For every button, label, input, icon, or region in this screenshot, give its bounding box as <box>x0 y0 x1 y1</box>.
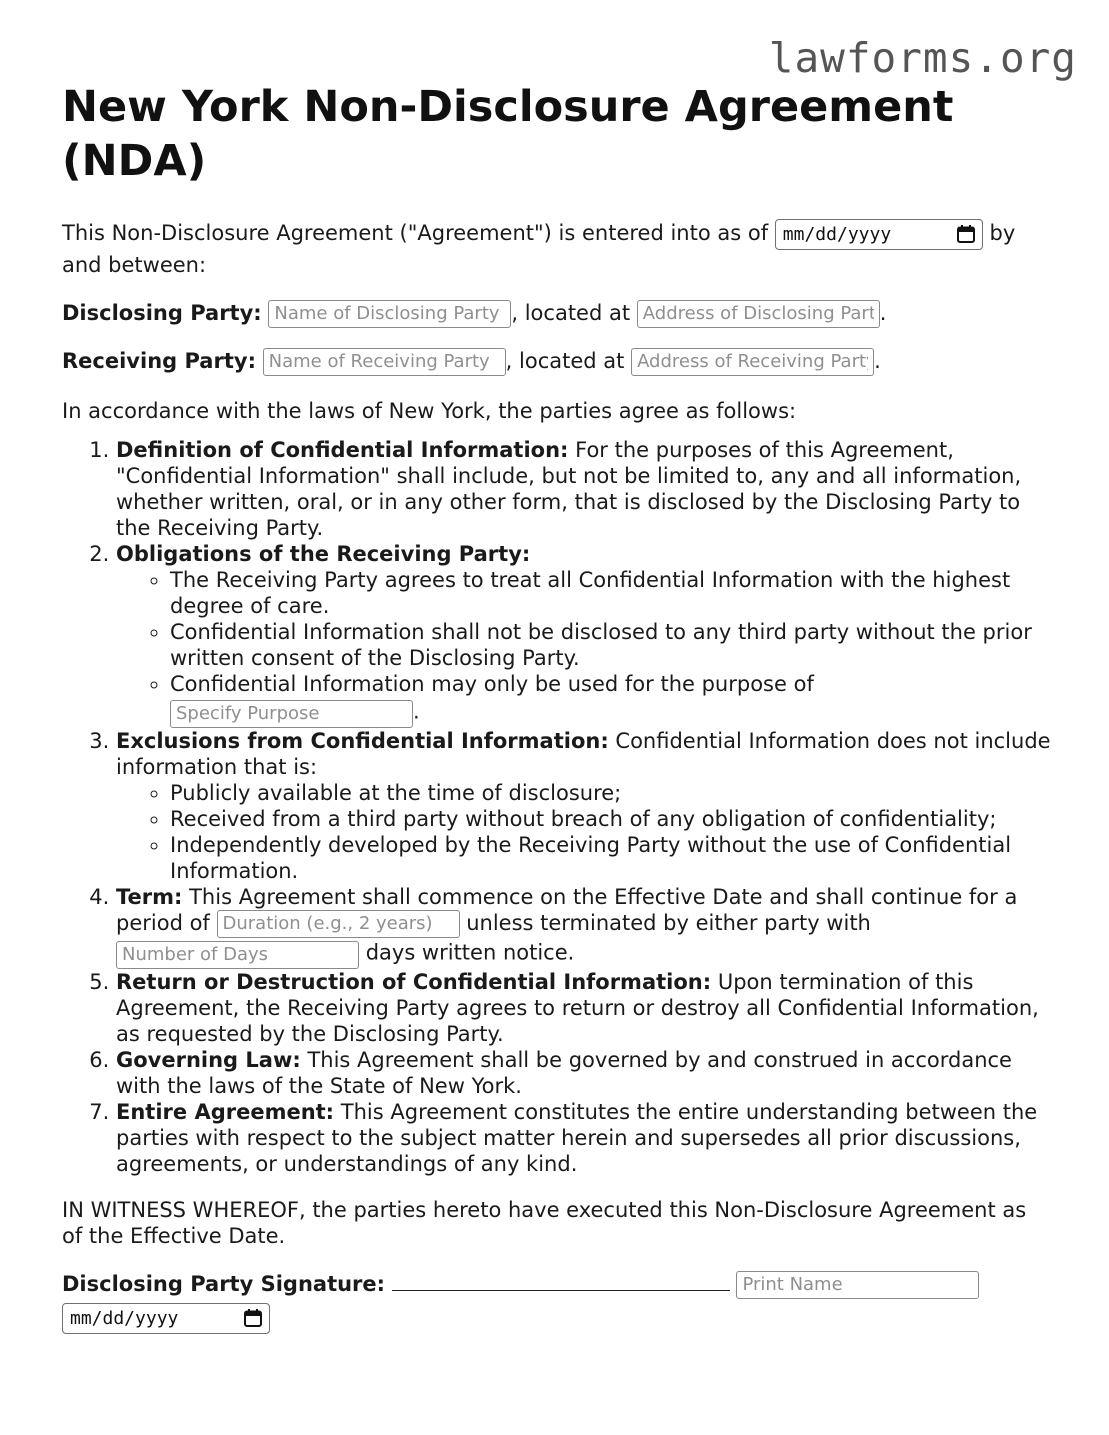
term-obligations <box>116 541 1052 728</box>
signature-date-input[interactable] <box>62 1303 270 1334</box>
term-heading: Return or Destruction of Confidential Information: <box>116 969 712 994</box>
signature-line <box>62 1269 1052 1300</box>
obligations-list <box>116 567 1052 728</box>
signature-label: Disclosing Party Signature: <box>62 1271 386 1296</box>
disclosing-end: . <box>879 300 887 325</box>
list-item: ◦ The Receiving Party agrees to treat all Confidential Information with the highest degree of care. <box>170 567 1052 619</box>
term-heading: Obligations of the Receiving Party: <box>116 541 531 566</box>
term-text: This Agreement shall commence on the Effective Date and shall continue for a period of <box>116 884 1018 935</box>
signature-underline[interactable] <box>392 1270 730 1291</box>
term-heading: Definition of Confidential Information: <box>116 437 569 462</box>
list-item: ◦ Received from a third party without breach of any obligation of confidentiality; <box>170 806 1052 832</box>
page-title: New York Non-Disclosure Agreement (NDA) <box>62 82 954 186</box>
term-text-3: days written notice. <box>365 940 575 964</box>
terms-list <box>62 437 1052 1177</box>
site-watermark: lawforms.org <box>768 34 1077 82</box>
disclosing-address-input[interactable] <box>637 300 880 328</box>
term-exclusions <box>116 728 1052 884</box>
receiving-end: . <box>874 348 881 373</box>
accordance-text: In accordance with the laws of New York, the parties agree as follows: <box>62 398 797 423</box>
calendar-icon[interactable] <box>956 224 976 244</box>
receiving-party-line <box>62 346 1052 377</box>
document-page <box>62 80 1052 1334</box>
term-heading: Governing Law: <box>116 1047 301 1072</box>
term-text-2: unless terminated by either party with <box>466 910 871 935</box>
effective-date-placeholder: mm/dd/yyyy <box>782 223 892 245</box>
term-text: Confidential Information does not include information that is: <box>116 728 1051 779</box>
term-text: This Agreement shall be governed by and construed in accordance with the laws of the State of New York. <box>116 1047 1012 1098</box>
notice-days-input[interactable] <box>116 941 359 969</box>
disclosing-located-text: , located at <box>511 300 631 325</box>
signature-date-row <box>62 1303 1052 1334</box>
disclosing-name-input[interactable] <box>268 300 511 328</box>
purpose-input[interactable] <box>170 700 413 728</box>
purpose-end: . <box>413 699 420 723</box>
receiving-party-label: Receiving Party: <box>62 348 256 373</box>
receiving-name-input[interactable] <box>263 348 506 376</box>
term-entire-agreement <box>116 1099 1052 1177</box>
exclusions-list <box>116 780 1052 884</box>
list-item: ◦ Confidential Information shall not be disclosed to any third party without the prior written consent of the Disclosing Party. <box>170 619 1052 671</box>
term-heading: Term: <box>116 884 183 909</box>
term-return <box>116 969 1052 1047</box>
term-text: This Agreement constitutes the entire understanding between the parties with respect to the subject matter herein and supersedes all prior discussions, agreements, or understandings of any kind. <box>116 1099 1038 1176</box>
intro-text-after: by and between: <box>62 221 1016 277</box>
list-item: ◦ Publicly available at the time of disclosure; <box>170 780 1052 806</box>
receiving-address-input[interactable] <box>631 348 874 376</box>
disclosing-party-line <box>62 298 1052 329</box>
term-text: For the purposes of this Agreement, "Confidential Information" shall include, but not be limited to, any and all information, whether written, oral, or in any other form, that is disclosed by the Disclosing Party to the Receiving Party. <box>116 437 1022 540</box>
print-name-input[interactable] <box>736 1271 979 1299</box>
purpose-text: Confidential Information may only be used for the purpose of <box>170 671 814 696</box>
intro-text: This Non-Disclosure Agreement ("Agreement") is entered into as of <box>62 221 769 245</box>
duration-input[interactable] <box>217 910 460 938</box>
term-heading: Exclusions from Confidential Information: <box>116 728 609 753</box>
calendar-icon[interactable] <box>243 1308 263 1328</box>
list-item <box>170 671 1052 728</box>
term-heading: Entire Agreement: <box>116 1099 335 1124</box>
witness-text: IN WITNESS WHEREOF, the parties hereto have executed this Non-Disclosure Agreement as of the Effective Date. <box>62 1197 1027 1248</box>
term-duration <box>116 884 1052 969</box>
disclosing-party-label: Disclosing Party: <box>62 300 262 325</box>
term-text: Upon termination of this Agreement, the Receiving Party agrees to return or destroy all Confidential Information, as requested by the Disclosing Party. <box>116 969 1039 1046</box>
term-governing-law <box>116 1047 1052 1099</box>
intro-paragraph <box>62 218 1052 281</box>
list-item: ◦ Independently developed by the Receiving Party without the use of Confidential Information. <box>170 832 1052 884</box>
effective-date-input[interactable] <box>775 219 983 250</box>
signature-date-placeholder: mm/dd/yyyy <box>70 1307 179 1329</box>
term-definition <box>116 437 1052 541</box>
receiving-located-text: , located at <box>505 348 625 373</box>
